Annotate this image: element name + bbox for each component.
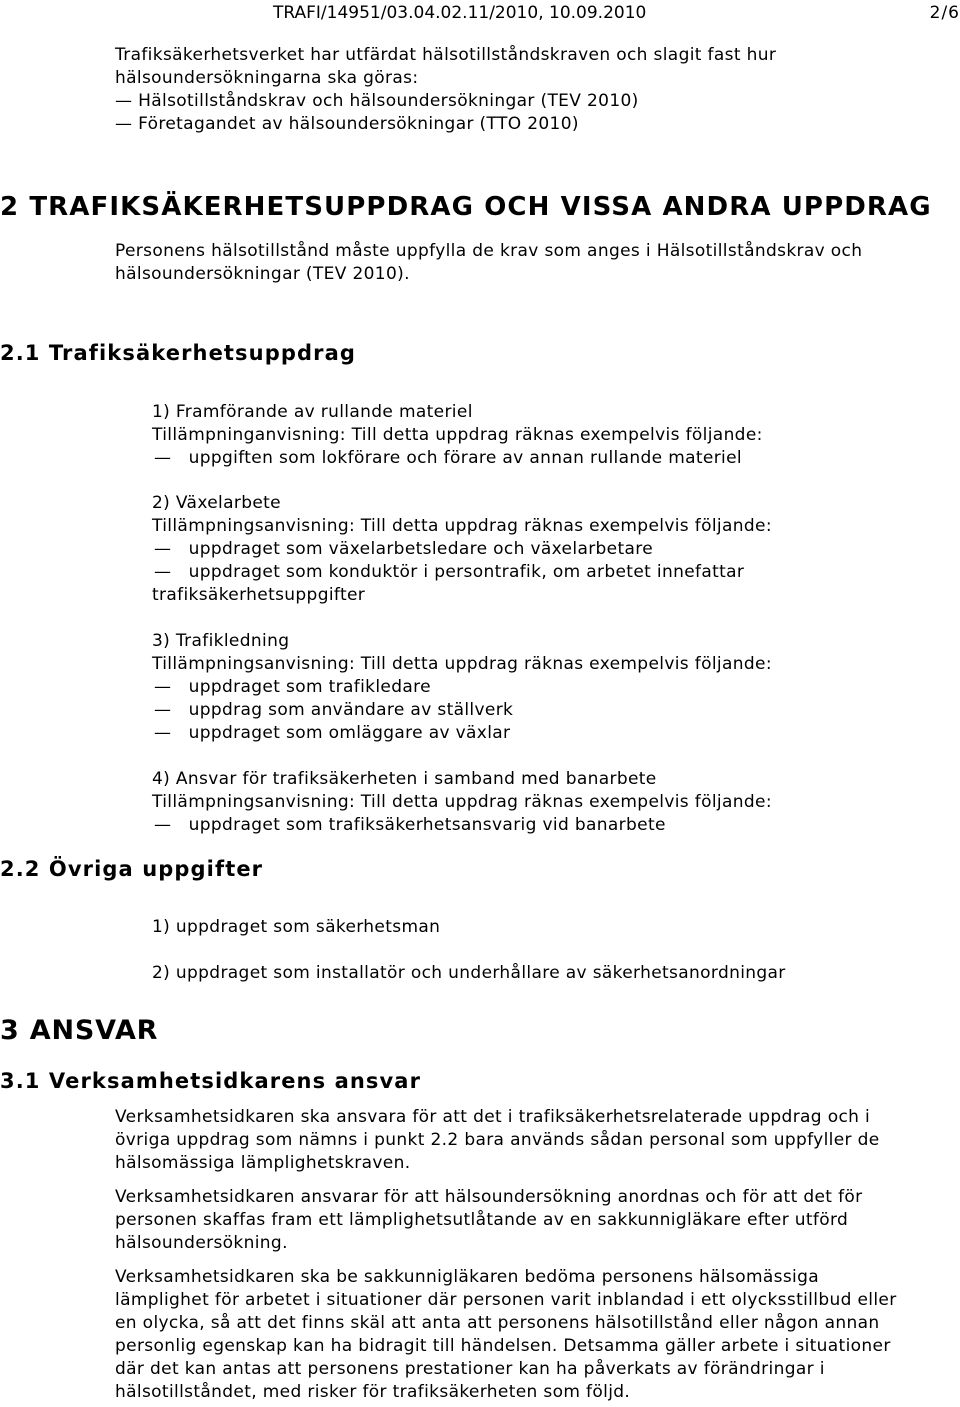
paragraph-line: en olycka, så att det finns skäl att anta att personens hälsotillstånd eller någon annan [115,1313,880,1333]
task-note: Tillämpningsanvisning: Till detta uppdrag räknas exempelvis följande: [152,516,772,536]
section-3-heading: 3 ANSVAR [0,1015,159,1046]
paragraph-line: Verksamhetsidkaren ska be sakkunnigläkaren bedöma personens hälsomässiga [115,1267,820,1287]
task-group-2 [152,492,772,607]
other-task-1: 1) uppdraget som säkerhetsman [152,917,441,937]
paragraph-line: hälsoundersökningar (TEV 2010). [115,264,410,284]
responsibility-paragraph-1 [115,1106,880,1175]
intro-list-item: — Företagandet av hälsoundersökningar (TTO 2010) [115,113,776,136]
paragraph-line: hälsoundersökning. [115,1233,288,1253]
task-item: — uppdraget som växelarbetsledare och växelarbetare [152,538,772,561]
section-3-1-heading: 3.1 Verksamhetsidkarens ansvar [0,1069,422,1093]
task-note: Tillämpninganvisning: Till detta uppdrag räknas exempelvis följande: [152,425,763,445]
intro-line: hälsoundersökningarna ska göras: [115,68,419,88]
paragraph-line: hälsomässiga lämplighetskraven. [115,1153,411,1173]
paragraph-line: personlig egenskap kan ha bidragit till händelsen. Detsamma gäller arbete i situationer [115,1336,891,1356]
other-task-2: 2) uppdraget som installatör och underhållare av säkerhetsanordningar [152,963,786,983]
task-group-1 [152,401,763,470]
task-item: — uppdraget som trafikledare [152,676,772,699]
task-item: — uppdraget som konduktör i persontrafik, om arbetet innefattar [152,561,772,584]
paragraph-line: Verksamhetsidkaren ansvarar för att hälsoundersökning anordnas och för att det för [115,1187,863,1207]
paragraph-line: Personens hälsotillstånd måste uppfylla de krav som anges i Hälsotillståndskrav och [115,241,863,261]
task-title: 1) Framförande av rullande materiel [152,402,473,422]
task-note: Tillämpningsanvisning: Till detta uppdrag räknas exempelvis följande: [152,792,772,812]
paragraph-line: hälsotillståndet, med risker för trafiksäkerheten som följd. [115,1382,631,1402]
paragraph-line: Verksamhetsidkaren ska ansvara för att det i trafiksäkerhetsrelaterade uppdrag och i [115,1107,871,1127]
task-title: 4) Ansvar för trafiksäkerheten i samband med banarbete [152,769,657,789]
task-title: 2) Växelarbete [152,493,281,513]
section-2-heading: 2 TRAFIKSÄKERHETSUPPDRAG OCH VISSA ANDRA UPPDRAG [0,192,932,222]
task-item: — uppdraget som omläggare av växlar [152,722,772,745]
paragraph-line: där det kan antas att personens prestationer kan ha påverkats av förändringar i [115,1359,825,1379]
section-2-text [115,240,862,286]
task-item-continuation: trafiksäkerhetsuppgifter [152,585,366,605]
page-number: 2/6 [929,3,960,23]
paragraph-line: övriga uppdrag som nämns i punkt 2.2 bara används sådan personal som uppfyller de [115,1130,880,1150]
intro-list-item: — Hälsotillståndskrav och hälsoundersökningar (TEV 2010) [115,90,776,113]
paragraph-line: personen skaffas fram ett lämplighetsutlåtande av en sakkunnigläkare efter utförd [115,1210,849,1230]
section-2-2-heading: 2.2 Övriga uppgifter [0,857,264,881]
task-title: 3) Trafikledning [152,631,290,651]
responsibility-paragraph-2 [115,1186,863,1255]
task-item: — uppdrag som användare av ställverk [152,699,772,722]
section-2-1-heading: 2.1 Trafiksäkerhetsuppdrag [0,341,356,365]
paragraph-line: lämplighet för arbetet i situationer där personen varit inblandad i ett olycksstillbud eller [115,1290,897,1310]
intro-block [115,44,776,136]
responsibility-paragraph-3 [115,1266,897,1404]
task-group-4 [152,768,772,837]
task-note: Tillämpningsanvisning: Till detta uppdrag räknas exempelvis följande: [152,654,772,674]
task-item: — uppdraget som trafiksäkerhetsansvarig vid banarbete [152,814,772,837]
task-item: — uppgiften som lokförare och förare av annan rullande materiel [152,447,763,470]
document-reference: TRAFI/14951/03.04.02.11/2010, 10.09.2010 [273,3,647,23]
intro-line: Trafiksäkerhetsverket har utfärdat hälsotillståndskraven och slagit fast hur [115,45,777,65]
task-group-3 [152,630,772,745]
